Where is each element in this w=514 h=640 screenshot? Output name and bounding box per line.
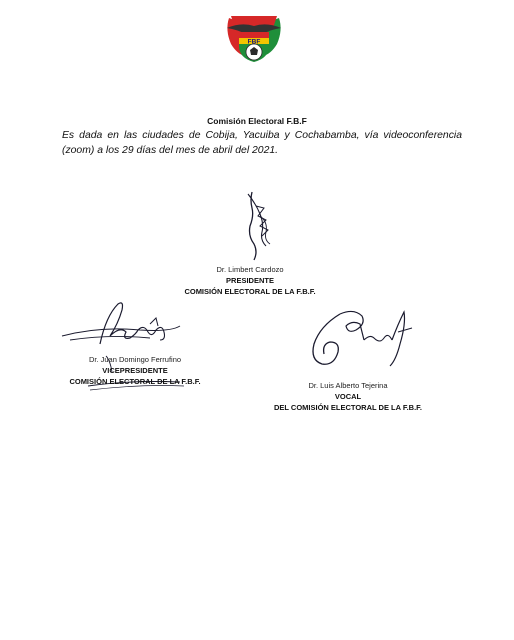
vocal-signature <box>300 304 430 374</box>
vocal-role: VOCAL <box>334 392 362 401</box>
fbf-crest-icon <box>221 10 287 64</box>
vocal-name: Dr. Luis Alberto Tejerina <box>308 381 388 390</box>
president-signature <box>230 186 290 262</box>
closing-paragraph: Es dada en las ciudades de Cobija, Yacuiba y Cochabamba, vía videoconferencia (zoom) a los 29 días del mes de abril del 2021. <box>62 130 462 156</box>
president-role: PRESIDENTE <box>226 276 274 285</box>
document-title: Comisión Electoral F.B.F <box>207 116 307 126</box>
vice-president-name: Dr. Juan Domingo Ferrufino <box>88 355 182 364</box>
president-org: COMISIÓN ELECTORAL DE LA F.B.F. <box>184 287 316 296</box>
vice-president-role: VICEPRESIDENTE <box>102 366 168 375</box>
svg-text:FBF: FBF <box>247 38 261 46</box>
vice-president-org: COMISIÓN ELECTORAL DE LA F.B.F. <box>69 377 201 386</box>
president-signature-block <box>150 264 350 297</box>
president-name: Dr. Limbert Cardozo <box>216 265 284 274</box>
vocal-signature-block <box>238 380 458 413</box>
vice-president-signature-block <box>40 354 230 387</box>
vocal-org: DEL COMISIÓN ELECTORAL DE LA F.B.F. <box>273 403 423 412</box>
